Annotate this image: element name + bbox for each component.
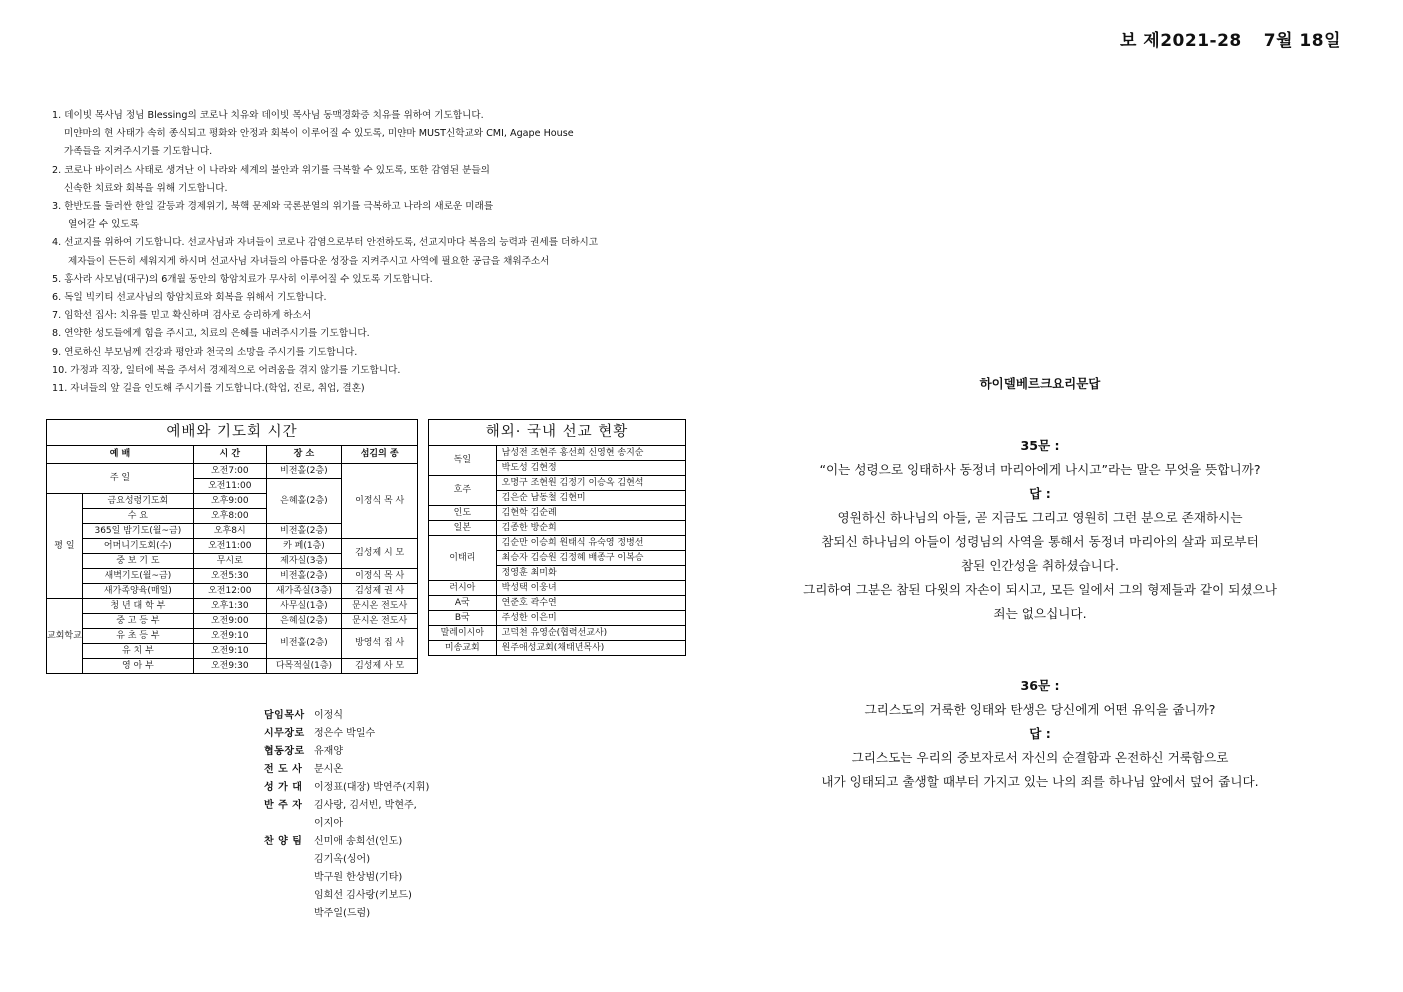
question-text: “이는 성령으로 잉태하사 동정녀 마리아에게 나시고”라는 말은 무엇을 뜻합니까? <box>819 462 1261 477</box>
mission-country: 미송교회 <box>429 641 497 656</box>
service-time: 오전11:00 <box>193 539 266 554</box>
staff-row <box>264 779 429 797</box>
answer-line: 죄는 없으십니다. <box>993 606 1087 621</box>
service-name: 중 보 기 도 <box>82 554 193 569</box>
table-row <box>47 539 418 554</box>
service-time: 오전11:00 <box>193 479 266 494</box>
table-row <box>47 569 418 584</box>
staff-row <box>264 761 429 779</box>
mission-country: 호주 <box>429 476 497 506</box>
sunday-service-label: 주 일 <box>47 464 194 494</box>
staff-names: 박주일(드럼) <box>314 908 371 919</box>
prayer-item: 가족들을 지켜주시기를 기도합니다. <box>64 146 213 158</box>
catechism-section <box>740 372 1340 794</box>
answer-label: 답 : <box>1029 726 1051 741</box>
issue-date: 7월 18일 <box>1263 31 1341 51</box>
table-row <box>429 641 686 656</box>
answer-line: 그리하여 그분은 참된 다윗의 자손이 되시고, 모든 일에서 그의 형제들과 같이 되셨으나 <box>803 582 1277 597</box>
service-time: 무시로 <box>193 554 266 569</box>
missionary-names: 남성전 조현주 홍선희 신영현 송지순 <box>496 446 685 461</box>
staff-row <box>264 815 429 833</box>
staff-role: 반 주 자 <box>264 800 303 811</box>
missionary-names: 연준호 곽수연 <box>496 596 685 611</box>
service-name: 어머니기도회(수) <box>82 539 193 554</box>
bulletin-header <box>1120 26 1341 51</box>
col-header-servant: 섬김의 종 <box>342 446 418 464</box>
service-time: 오후1:30 <box>193 599 266 614</box>
prayer-item: 1. 데이빗 목사님 정님 Blessing의 코로나 치유와 데이빗 목사님 동맥경화증 치유를 위하여 기도합니다. <box>52 110 484 121</box>
prayer-list <box>52 107 692 398</box>
table-row <box>429 476 686 491</box>
service-place: 은혜홀(2층) <box>266 479 342 524</box>
service-name: 새벽기도(월~금) <box>82 569 193 584</box>
service-time: 오전12:00 <box>193 584 266 599</box>
table-row <box>47 584 418 599</box>
service-name: 수 요 <box>82 509 193 524</box>
staff-role: 성 가 대 <box>264 782 303 793</box>
service-place: 은혜실(2층) <box>266 614 342 629</box>
table-row <box>429 581 686 596</box>
table-row <box>429 626 686 641</box>
answer-line: 내가 잉태되고 출생할 때부터 가지고 있는 나의 죄를 하나님 앞에서 덮어 줍니다. <box>821 774 1259 789</box>
service-servant: 이정식 목 사 <box>342 569 418 584</box>
prayer-item: 8. 연약한 성도들에게 힘을 주시고, 치료의 은혜를 내려주시기를 기도합니다. <box>52 328 370 340</box>
staff-role: 협동장로 <box>264 746 305 757</box>
staff-names: 유재양 <box>314 746 343 757</box>
mission-country: B국 <box>429 611 497 626</box>
table-row <box>47 614 418 629</box>
service-servant: 방영석 집 사 <box>342 629 418 659</box>
service-name: 금요성령기도회 <box>82 494 193 509</box>
service-time: 오전9:00 <box>193 614 266 629</box>
staff-role: 시무장로 <box>264 728 305 739</box>
service-servant: 김성제 시 모 <box>342 539 418 569</box>
prayer-item: 미얀마의 현 사태가 속히 종식되고 평화와 안정과 회복이 이루어질 수 있도록, 미얀마 MUST신학교와 CMI, Agape House <box>64 128 574 140</box>
missionary-names: 원주애성교회(채태년목사) <box>496 641 685 656</box>
answer-line: 참되신 하나님의 아들이 성령님의 사역을 통해서 동정녀 마리아의 살과 피로부터 <box>821 534 1259 549</box>
staff-names: 문시온 <box>314 764 343 775</box>
staff-role: 전 도 사 <box>264 764 303 775</box>
catechism-title: 하이델베르크요리문답 <box>979 376 1101 391</box>
staff-names: 김사랑, 김서빈, 박현주, <box>314 800 417 811</box>
prayer-item: 4. 선교지를 위하여 기도합니다. 선교사님과 자녀들이 코로나 감염으로부터 안전하도록, 선교지마다 복음의 능력과 권세를 더하시고 <box>52 237 599 249</box>
missionary-names: 고덕천 유영순(협력선교사) <box>496 626 685 641</box>
service-name: 유 초 등 부 <box>82 629 193 644</box>
service-servant: 김성제 사 모 <box>342 659 418 674</box>
staff-names: 박구원 한상범(기타) <box>314 872 403 883</box>
missionary-names: 박성택 이웅녀 <box>496 581 685 596</box>
table-row <box>47 629 418 644</box>
table-row <box>429 611 686 626</box>
worship-table-title: 예배와 기도회 시간 <box>47 420 418 446</box>
staff-row <box>264 851 429 869</box>
table-row <box>429 596 686 611</box>
staff-row <box>264 887 429 905</box>
staff-row <box>264 833 429 851</box>
service-time: 오전7:00 <box>193 464 266 479</box>
service-name: 청 년 대 학 부 <box>82 599 193 614</box>
staff-row <box>264 797 429 815</box>
service-time: 오전9:30 <box>193 659 266 674</box>
table-row <box>47 599 418 614</box>
missionary-names: 박도성 김현정 <box>496 461 685 476</box>
service-place: 카 페(1층) <box>266 539 342 554</box>
service-place: 비전홀(2층) <box>266 569 342 584</box>
staff-row <box>264 707 429 725</box>
issue-number: 보 제2021-28 <box>1119 31 1242 51</box>
service-name: 새가족양육(매일) <box>82 584 193 599</box>
mission-country: 인도 <box>429 506 497 521</box>
question-number: 35문 : <box>1020 438 1060 453</box>
missionary-names: 최승자 김승원 김정혜 배종구 이복승 <box>496 551 685 566</box>
mission-country: 말레이시아 <box>429 626 497 641</box>
staff-role: 찬 양 팀 <box>264 836 303 847</box>
question-text: 그리스도의 거룩한 잉태와 탄생은 당신에게 어떤 유익을 줍니까? <box>864 702 1216 717</box>
col-header-time: 시 간 <box>193 446 266 464</box>
service-name: 중 고 등 부 <box>82 614 193 629</box>
prayer-item: 9. 연로하신 부모님께 건강과 평안과 천국의 소망을 주시기를 기도합니다. <box>52 346 358 358</box>
answer-line: 영원하신 하나님의 아들, 곧 지금도 그리고 영원히 그런 분으로 존재하시는 <box>837 510 1243 525</box>
staff-row <box>264 743 429 761</box>
service-place: 비전홀(2층) <box>266 464 342 479</box>
service-place: 비전홀(2층) <box>266 629 342 659</box>
mission-country: 독일 <box>429 446 497 476</box>
missionary-names: 김종한 방순희 <box>496 521 685 536</box>
answer-line: 그리스도는 우리의 중보자로서 자신의 순결함과 온전하신 거룩함으로 <box>851 750 1229 765</box>
service-time: 오후8:00 <box>193 509 266 524</box>
service-place: 제자실(3층) <box>266 554 342 569</box>
mission-country: A국 <box>429 596 497 611</box>
church-staff-list <box>264 707 429 923</box>
mission-country: 이태리 <box>429 536 497 581</box>
service-place: 다목적실(1층) <box>266 659 342 674</box>
staff-names: 정은수 박일수 <box>314 728 376 739</box>
prayer-item: 신속한 치료와 회복을 위해 기도합니다. <box>64 182 228 194</box>
col-header-service: 예 배 <box>47 446 194 464</box>
staff-names: 김기옥(싱어) <box>314 854 371 865</box>
staff-names: 신미애 송희선(인도) <box>314 836 403 847</box>
service-name: 유 치 부 <box>82 644 193 659</box>
col-header-place: 장 소 <box>266 446 342 464</box>
staff-names: 이정표(대장) 박연주(지휘) <box>314 782 430 793</box>
missionary-names: 김순만 이승희 원태식 유숙영 정병선 <box>496 536 685 551</box>
service-servant: 김성제 권 사 <box>342 584 418 599</box>
staff-row <box>264 905 429 923</box>
service-servant: 이정식 목 사 <box>342 464 418 539</box>
answer-line: 참된 인간성을 취하셨습니다. <box>961 558 1119 573</box>
staff-row <box>264 725 429 743</box>
prayer-item: 3. 한반도를 둘러싼 한일 갈등과 경제위기, 북핵 문제와 국론분열의 위기를 극복하고 나라의 새로운 미래를 <box>52 201 494 213</box>
staff-role: 담임목사 <box>264 710 305 721</box>
missionary-names: 김현학 김순례 <box>496 506 685 521</box>
service-name: 365일 밤기도(월~금) <box>82 524 193 539</box>
staff-names: 이정식 <box>314 710 343 721</box>
service-servant: 문시온 전도사 <box>342 599 418 614</box>
table-row <box>429 446 686 461</box>
missions-table <box>428 419 686 656</box>
worship-schedule-table <box>46 419 418 674</box>
missionary-names: 김은순 남동철 김현미 <box>496 491 685 506</box>
service-time: 오전5:30 <box>193 569 266 584</box>
prayer-item: 10. 가정과 직장, 일터에 복을 주셔서 경제적으로 어려움을 겪지 않기를 기도합니다. <box>52 364 401 376</box>
answer-label: 답 : <box>1029 486 1051 501</box>
prayer-item: 제자들이 든든히 세워지게 하시며 선교사님 자녀들의 아름다운 성장을 지켜주시고 사역에 필요한 공급을 채워주소서 <box>68 255 550 267</box>
table-row <box>429 536 686 551</box>
service-name: 영 아 부 <box>82 659 193 674</box>
staff-names: 이지아 <box>314 818 343 829</box>
service-servant: 문시온 전도사 <box>342 614 418 629</box>
weekday-group-label: 평 일 <box>47 494 83 599</box>
question-number: 36문 : <box>1020 678 1060 693</box>
service-time: 오후9:00 <box>193 494 266 509</box>
mission-country: 일본 <box>429 521 497 536</box>
prayer-item: 7. 임학선 집사: 치유를 믿고 확신하며 검사로 승리하게 하소서 <box>52 310 312 322</box>
service-time: 오전9:10 <box>193 629 266 644</box>
table-row <box>47 464 418 479</box>
staff-row <box>264 869 429 887</box>
prayer-item: 열어갈 수 있도록 <box>68 219 139 231</box>
missionary-names: 정영훈 최미화 <box>496 566 685 581</box>
prayer-item: 2. 코로나 바이러스 사태로 생겨난 이 나라와 세계의 불안과 위기를 극복할 수 있도록, 또한 감염된 분들의 <box>52 164 490 176</box>
missionary-names: 오명구 조현원 김정기 이승옥 김현석 <box>496 476 685 491</box>
table-row <box>429 506 686 521</box>
prayer-item: 11. 자녀들의 앞 길을 인도해 주시기를 기도합니다.(학업, 진로, 취업, 결혼) <box>52 383 365 395</box>
mission-country: 러시아 <box>429 581 497 596</box>
service-place: 비전홀(2층) <box>266 524 342 539</box>
church-school-group-label: 교회학교 <box>47 599 83 674</box>
spacer <box>740 626 1340 674</box>
service-time: 오전9:10 <box>193 644 266 659</box>
service-place: 새가족실(3층) <box>266 584 342 599</box>
staff-names: 임희선 김사랑(키보드) <box>314 890 412 901</box>
table-row <box>47 659 418 674</box>
missions-table-title: 해외· 국내 선교 현황 <box>429 420 686 446</box>
prayer-item: 6. 독일 빅키티 선교사님의 항암치료와 회복을 위해서 기도합니다. <box>52 292 327 304</box>
table-row <box>429 521 686 536</box>
service-time: 오후8시 <box>193 524 266 539</box>
missionary-names: 주성한 이은미 <box>496 611 685 626</box>
prayer-item: 5. 홍사라 사모님(대구)의 6개월 동안의 항암치료가 무사히 이루어질 수 있도록 기도합니다. <box>52 273 433 285</box>
service-place: 사무실(1층) <box>266 599 342 614</box>
